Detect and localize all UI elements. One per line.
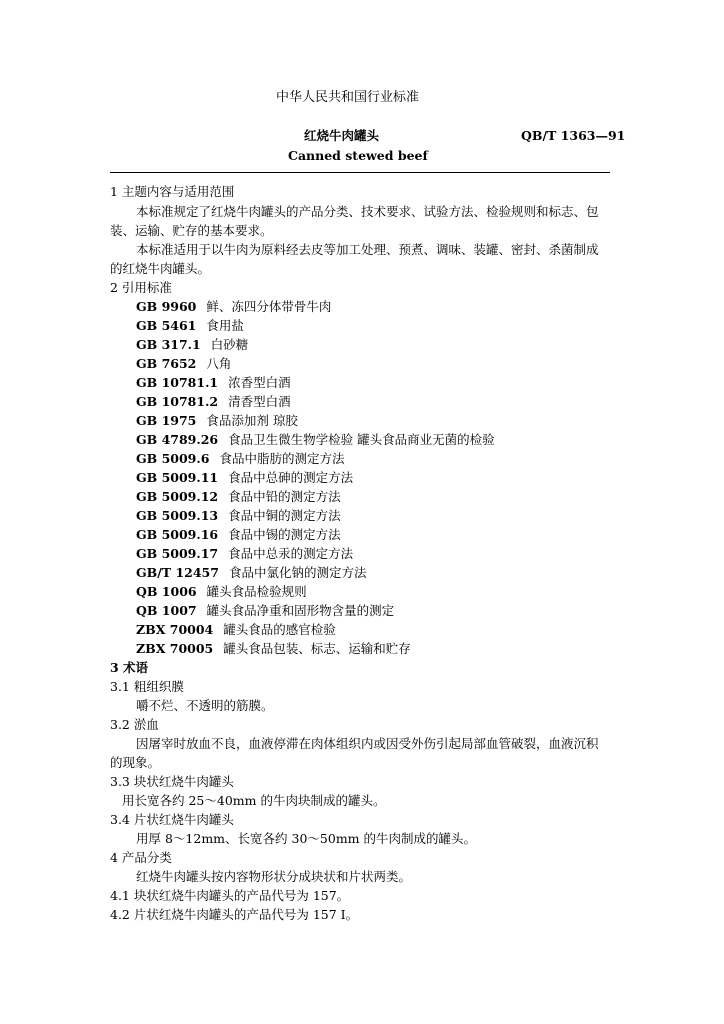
reference-name: 浓香型白酒 <box>228 375 291 390</box>
reference-item <box>136 413 298 429</box>
clause-4-1: 4.1 块状红烧牛肉罐头的产品代号为 157。 <box>110 888 350 903</box>
section-1-para-1-line-1: 本标准规定了红烧牛肉罐头的产品分类、技术要求、试验方法、检验规则和标志、包 <box>136 204 599 219</box>
term-3-4-text: 用厚 8～12mm、长宽各约 30～50mm 的牛肉制成的罐头。 <box>136 831 477 846</box>
reference-item <box>136 337 248 353</box>
reference-name: 罐头食品的感官检验 <box>223 622 336 637</box>
reference-name: 罐头食品包装、标志、运输和贮存 <box>223 641 411 656</box>
header-divider <box>110 172 610 173</box>
section-1-para-2-line-1: 本标准适用于以牛肉为原料经去皮等加工处理、预煮、调味、装罐、密封、杀菌制成 <box>136 242 599 257</box>
reference-code: GB 5009.13 <box>136 508 219 523</box>
reference-item <box>136 489 341 505</box>
doc-title-cn: 红烧牛肉罐头 <box>304 128 380 143</box>
reference-code: GB 5009.6 <box>136 451 210 466</box>
reference-item <box>136 527 341 543</box>
reference-code: GB/T 12457 <box>136 565 219 580</box>
reference-code: GB 10781.2 <box>136 394 219 409</box>
reference-item <box>136 584 307 600</box>
reference-item <box>136 451 344 467</box>
reference-name: 食品卫生微生物学检验 罐头食品商业无菌的检验 <box>228 432 495 447</box>
term-3-2-heading: 3.2 淤血 <box>110 717 159 732</box>
standard-category-title: 中华人民共和国行业标准 <box>276 90 420 105</box>
reference-name: 八角 <box>206 356 232 371</box>
reference-code: QB 1007 <box>136 603 197 618</box>
section-4-text: 红烧牛肉罐头按内容物形状分成块状和片状两类。 <box>136 869 412 884</box>
reference-item <box>136 565 366 581</box>
reference-code: GB 5009.17 <box>136 546 219 561</box>
reference-code: ZBX 70004 <box>136 622 214 637</box>
section-1-para-1-line-2: 装、运输、贮存的基本要求。 <box>110 223 273 238</box>
reference-item <box>136 622 336 638</box>
reference-code: GB 5009.11 <box>136 470 219 485</box>
term-3-4-heading: 3.4 片状红烧牛肉罐头 <box>110 812 234 827</box>
doc-title-en: Canned stewed beef <box>288 148 428 163</box>
term-3-1-heading: 3.1 粗组织膜 <box>110 679 184 694</box>
reference-item <box>136 508 341 524</box>
section-2-heading: 2 引用标准 <box>110 280 172 295</box>
reference-item <box>136 318 244 334</box>
reference-name: 食品中总汞的测定方法 <box>228 546 354 561</box>
reference-name: 食用盐 <box>206 318 244 333</box>
section-1-heading: 1 主题内容与适用范围 <box>110 184 235 199</box>
reference-code: ZBX 70005 <box>136 641 214 656</box>
section-4-heading: 4 产品分类 <box>110 850 172 865</box>
reference-name: 鲜、冻四分体带骨牛肉 <box>206 299 332 314</box>
reference-name: 食品中铅的测定方法 <box>228 489 341 504</box>
reference-name: 罐头食品净重和固形物含量的测定 <box>206 603 395 618</box>
reference-item <box>136 356 231 372</box>
reference-code: GB 9960 <box>136 299 197 314</box>
reference-code: GB 5009.16 <box>136 527 219 542</box>
reference-item <box>136 432 495 448</box>
reference-item <box>136 375 291 391</box>
section-3-heading: 3 术语 <box>110 660 149 675</box>
reference-code: GB 1975 <box>136 413 197 428</box>
reference-item <box>136 299 331 315</box>
reference-name: 白砂糖 <box>210 337 249 352</box>
reference-item <box>136 470 353 486</box>
reference-name: 食品中铜的测定方法 <box>228 508 341 523</box>
reference-name: 食品中锡的测定方法 <box>228 527 341 542</box>
reference-code: GB 5009.12 <box>136 489 219 504</box>
term-3-2-line-1: 因屠宰时放血不良，血液停滞在肉体组织内或因受外伤引起局部血管破裂，血液沉积 <box>136 736 599 751</box>
reference-item <box>136 641 411 657</box>
standard-number: QB/T 1363—91 <box>521 128 626 143</box>
section-1-para-2-line-2: 的红烧牛肉罐头。 <box>110 261 211 276</box>
clause-4-2: 4.2 片状红烧牛肉罐头的产品代号为 157 I。 <box>110 907 359 922</box>
reference-item <box>136 394 291 410</box>
reference-item <box>136 603 394 619</box>
reference-name: 食品中氯化钠的测定方法 <box>228 565 367 580</box>
reference-code: GB 4789.26 <box>136 432 219 447</box>
reference-name: 清香型白酒 <box>228 394 291 409</box>
reference-name: 罐头食品检验规则 <box>206 584 307 599</box>
reference-code: GB 7652 <box>136 356 197 371</box>
reference-code: GB 5461 <box>136 318 197 333</box>
reference-code: QB 1006 <box>136 584 197 599</box>
term-3-2-line-2: 的现象。 <box>110 755 161 770</box>
reference-name: 食品添加剂 琼胶 <box>206 413 298 428</box>
reference-code: GB 317.1 <box>136 337 201 352</box>
term-3-3-text: 用长宽各约 25～40mm 的牛肉块制成的罐头。 <box>122 793 386 808</box>
reference-item <box>136 546 353 562</box>
reference-name: 食品中总砷的测定方法 <box>228 470 354 485</box>
term-3-1-text: 嚼不烂、不透明的筋膜。 <box>136 698 274 713</box>
reference-code: GB 10781.1 <box>136 375 219 390</box>
term-3-3-heading: 3.3 块状红烧牛肉罐头 <box>110 774 234 789</box>
reference-name: 食品中脂肪的测定方法 <box>219 451 345 466</box>
